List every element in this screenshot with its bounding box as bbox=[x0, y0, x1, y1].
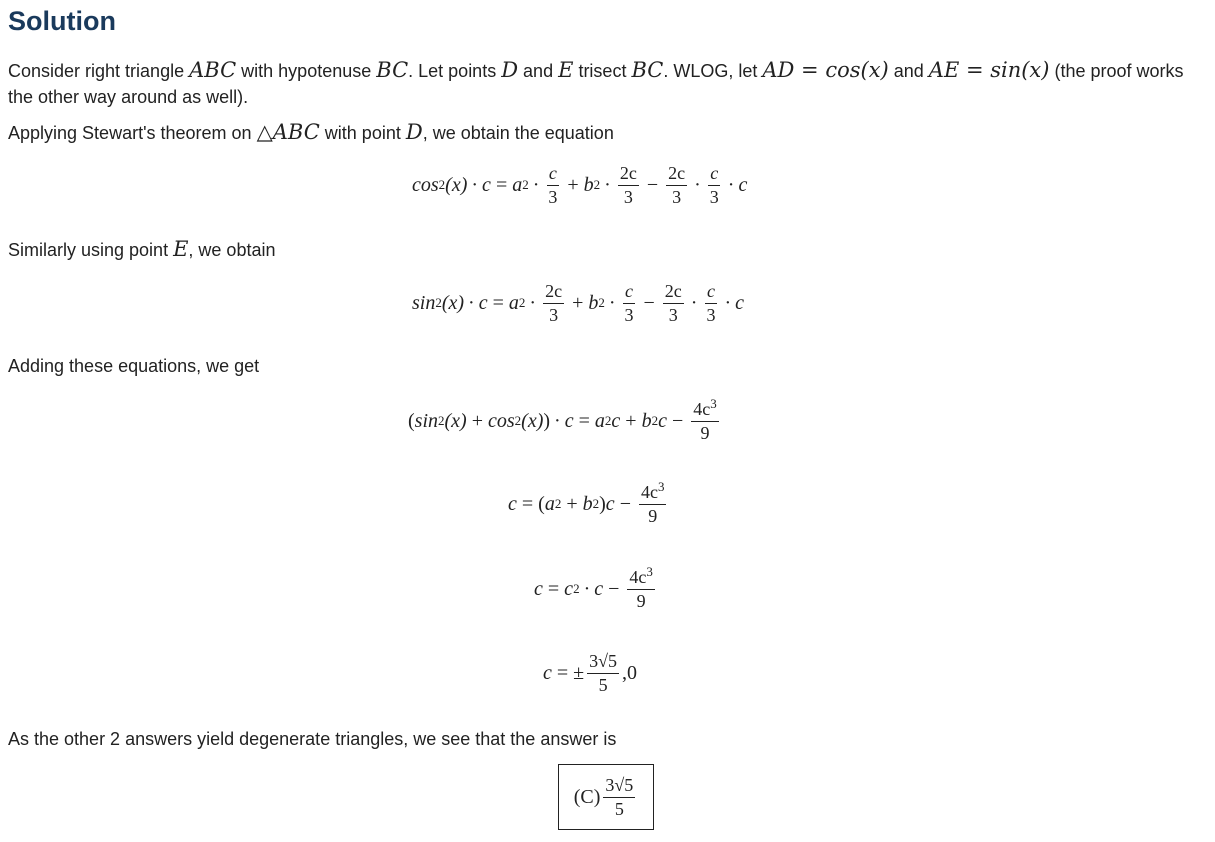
den: 3 bbox=[624, 304, 634, 325]
var-c: c bbox=[482, 173, 491, 196]
exp: 3 bbox=[646, 564, 653, 579]
plus-minus: ± bbox=[573, 661, 585, 684]
math-triangle-abc: △ABC bbox=[256, 120, 320, 144]
den: 9 bbox=[700, 422, 710, 443]
math-ad: AD = cos(x) bbox=[762, 58, 889, 82]
dot: · bbox=[583, 577, 591, 600]
fraction bbox=[618, 164, 639, 207]
num: 2c bbox=[666, 164, 687, 186]
den: 3 bbox=[623, 186, 633, 207]
answer-box bbox=[558, 764, 654, 830]
minus: − bbox=[643, 291, 655, 314]
equation-1: cos 2 (x) · c = a 2 · $\frac{c}{3}$ + b 2 · $\frac{2c}{3}$ − $\frac{2c}{3}$ · $\frac{c}{3}$ · c bbox=[412, 163, 748, 207]
fraction bbox=[704, 282, 717, 325]
cos-fn: cos bbox=[488, 409, 515, 432]
text: and bbox=[518, 61, 559, 81]
dot: · bbox=[529, 291, 537, 314]
fraction bbox=[627, 564, 655, 611]
minus: − bbox=[619, 492, 631, 515]
comma: , bbox=[622, 661, 628, 684]
var-x: (x) bbox=[444, 409, 467, 432]
dot: · bbox=[471, 173, 479, 196]
num: 3√5 bbox=[587, 652, 619, 674]
den: 3 bbox=[709, 186, 719, 207]
fraction bbox=[708, 164, 721, 207]
var-c: c bbox=[658, 409, 667, 432]
math-point-d: D bbox=[405, 120, 423, 144]
plus: + bbox=[471, 409, 483, 432]
num: c bbox=[705, 282, 717, 304]
answer-label: (C) bbox=[573, 785, 601, 808]
den: 9 bbox=[648, 505, 658, 526]
fraction bbox=[639, 479, 667, 526]
var-c: c bbox=[738, 173, 748, 196]
solution-heading: Solution bbox=[8, 6, 116, 36]
dot: · bbox=[554, 409, 561, 432]
adding-paragraph: Adding these equations, we get bbox=[8, 356, 260, 376]
similarly-paragraph bbox=[8, 236, 1203, 263]
num: 4c bbox=[693, 399, 711, 419]
minus: − bbox=[608, 577, 620, 600]
equation-3: ( sin 2 (x) + cos 2 (x) ) · c = a 2 c + b 2 c − $\frac{4c^3}{9}$ bbox=[408, 396, 717, 443]
zero: 0 bbox=[627, 661, 638, 684]
math-ae: AE = sin(x) bbox=[928, 58, 1050, 82]
math-segment: BC bbox=[631, 58, 664, 82]
math-point-e: E bbox=[173, 237, 189, 261]
text: . WLOG, let bbox=[663, 61, 763, 81]
dot: · bbox=[694, 173, 701, 196]
equation-2: sin 2 (x) · c = a 2 · $\frac{2c}{3}$ + b 2 · $\frac{c}{3}$ − $\frac{2c}{3}$ · $\frac{c}{3}$ · c bbox=[412, 281, 745, 325]
var-c: c bbox=[508, 492, 517, 515]
var-c: c bbox=[534, 577, 543, 600]
text: , we obtain bbox=[188, 240, 276, 260]
num: 2c bbox=[663, 282, 684, 304]
text: (the proof works the other way around as well). bbox=[8, 61, 1184, 107]
dot: · bbox=[604, 173, 611, 196]
sin-fn: sin bbox=[412, 291, 436, 314]
dot: · bbox=[532, 173, 540, 196]
var-x: (x) bbox=[441, 291, 465, 314]
math-point-d: D bbox=[501, 58, 519, 82]
plus: + bbox=[625, 409, 637, 432]
var-a: a bbox=[594, 409, 605, 432]
num: c bbox=[623, 282, 635, 304]
den: 5 bbox=[598, 674, 608, 695]
text: and bbox=[888, 61, 929, 81]
equals: = bbox=[492, 291, 504, 314]
den: 3 bbox=[706, 304, 716, 325]
var-a: a bbox=[508, 291, 519, 314]
equals: = bbox=[556, 661, 569, 684]
math-hypotenuse: BC bbox=[376, 58, 409, 82]
fraction bbox=[623, 282, 636, 325]
minus: − bbox=[646, 173, 659, 196]
var-c: c bbox=[735, 291, 745, 314]
plus: + bbox=[572, 291, 584, 314]
num: 2c bbox=[618, 164, 639, 186]
dot: · bbox=[690, 291, 698, 314]
num: 4c bbox=[629, 567, 647, 587]
stewart-paragraph bbox=[8, 119, 1203, 146]
var-a: a bbox=[512, 173, 523, 196]
equals: = bbox=[547, 577, 560, 600]
text: Applying Stewart's theorem on bbox=[8, 123, 257, 143]
equals: = bbox=[521, 492, 534, 515]
sin-fn: sin bbox=[414, 409, 439, 432]
dot: · bbox=[727, 173, 735, 196]
plus: + bbox=[566, 492, 578, 515]
num: c bbox=[708, 164, 720, 186]
math-triangle: ABC bbox=[189, 58, 237, 82]
intro-paragraph bbox=[8, 57, 1203, 110]
den: 3 bbox=[672, 186, 682, 207]
equation-4: c = ( a 2 + b 2 ) c − $\frac{4c^3}{9}$ bbox=[508, 479, 665, 526]
var-c: c bbox=[605, 492, 615, 515]
text: trisect bbox=[573, 61, 632, 81]
fraction bbox=[543, 282, 564, 325]
dot: · bbox=[468, 291, 475, 314]
var-b: b bbox=[583, 173, 594, 196]
dot: · bbox=[724, 291, 732, 314]
num: 3√5 bbox=[603, 776, 635, 798]
equals: = bbox=[578, 409, 590, 432]
exp: 3 bbox=[710, 396, 717, 411]
text: . Let points bbox=[408, 61, 502, 81]
minus: − bbox=[671, 409, 684, 432]
var-c: c bbox=[564, 577, 574, 600]
num: c bbox=[547, 164, 559, 186]
fraction bbox=[666, 164, 687, 207]
den: 9 bbox=[636, 590, 646, 611]
plus: + bbox=[567, 173, 579, 196]
num: 2c bbox=[543, 282, 564, 304]
cos-fn: cos bbox=[412, 173, 439, 196]
var-b: b bbox=[588, 291, 599, 314]
math-point-e: E bbox=[558, 58, 574, 82]
equation-5: c = c 2 · c − $\frac{4c^3}{9}$ bbox=[534, 564, 653, 611]
fraction bbox=[663, 282, 684, 325]
num: 4c bbox=[640, 482, 658, 502]
var-c: c bbox=[594, 577, 604, 600]
var-c: c bbox=[478, 291, 488, 314]
den: 3 bbox=[548, 186, 558, 207]
den: 3 bbox=[668, 304, 678, 325]
equals: = bbox=[495, 173, 508, 196]
var-b: b bbox=[641, 409, 652, 432]
var-b: b bbox=[582, 492, 593, 515]
answer-fraction bbox=[603, 776, 635, 819]
exp: 3 bbox=[657, 479, 665, 494]
text: Consider right triangle bbox=[8, 61, 190, 81]
fraction bbox=[691, 396, 719, 443]
var-c: c bbox=[564, 409, 574, 432]
text: , we obtain the equation bbox=[422, 123, 614, 143]
text: Similarly using point bbox=[8, 240, 174, 260]
var-x: (x) bbox=[445, 173, 468, 196]
fraction bbox=[587, 652, 619, 695]
text: with point bbox=[319, 123, 406, 143]
var-c: c bbox=[543, 661, 552, 684]
var-x: (x) bbox=[521, 409, 544, 432]
den: 3 bbox=[549, 304, 559, 325]
den: 5 bbox=[614, 798, 624, 819]
equation-6 bbox=[543, 652, 637, 695]
var-a: a bbox=[544, 492, 555, 515]
conclusion-paragraph: As the other 2 answers yield degenerate triangles, we see that the answer is bbox=[8, 729, 617, 749]
dot: · bbox=[608, 291, 616, 314]
fraction bbox=[546, 164, 559, 207]
text: with hypotenuse bbox=[236, 61, 377, 81]
var-c: c bbox=[611, 409, 621, 432]
